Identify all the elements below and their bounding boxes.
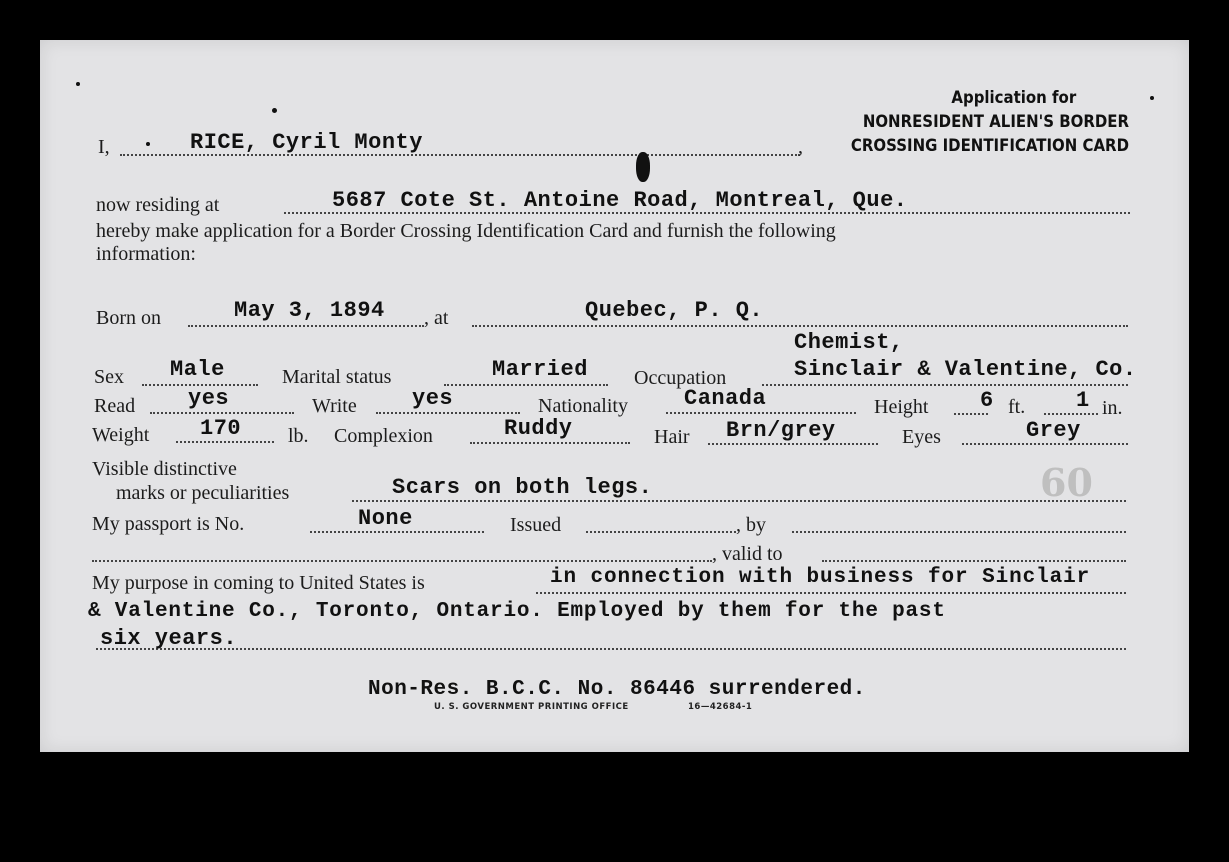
header-line-1: Application for — [951, 88, 1077, 108]
sex-value: Male — [170, 357, 225, 382]
label-passport: My passport is No. — [92, 513, 245, 535]
label-nationality: Nationality — [538, 395, 628, 417]
occupation-line — [762, 384, 1128, 386]
height-in-value: 1 — [1076, 388, 1090, 413]
label-by: , by — [736, 514, 766, 536]
label-weight: Weight — [92, 424, 150, 446]
nationality-value: Canada — [684, 386, 767, 411]
label-hereby: hereby make application for a Border Crossing Identification Card and furnish the following — [96, 220, 836, 242]
form-number: 16—42684-1 — [688, 702, 753, 712]
issued-by-line — [792, 531, 1126, 533]
purpose-value-3: six years. — [100, 626, 238, 651]
purpose-line-3 — [96, 648, 1126, 650]
passport-extra-line — [92, 560, 712, 562]
label-lb: lb. — [288, 425, 309, 447]
label-information: information: — [96, 243, 196, 265]
born-date-line — [188, 325, 424, 327]
label-now-residing: now residing at — [96, 194, 220, 216]
height-ft-line — [954, 413, 988, 415]
eyes-value: Grey — [1026, 418, 1081, 443]
purpose-line-1 — [536, 592, 1126, 594]
header-line-3: CROSSING IDENTIFICATION CARD — [850, 136, 1129, 156]
height-ft-value: 6 — [980, 388, 994, 413]
faded-stamp-number: 60 — [1040, 460, 1093, 505]
write-value: yes — [412, 386, 454, 411]
occupation-value-2: Sinclair & Valentine, Co. — [794, 357, 1137, 382]
height-in-line — [1044, 413, 1098, 415]
born-place-line — [472, 325, 1128, 327]
label-height: Height — [874, 396, 929, 418]
dust-speck — [76, 82, 80, 86]
dust-speck — [1150, 96, 1154, 100]
border-crossing-application-card — [40, 40, 1189, 752]
issued-line — [586, 531, 736, 533]
hair-value: Brn/grey — [726, 418, 836, 443]
passport-no-value: None — [358, 506, 413, 531]
marks-line — [352, 500, 1126, 502]
label-marks-peculiarities: marks or peculiarities — [116, 482, 290, 504]
nationality-line — [666, 412, 856, 414]
label-valid-to: , valid to — [712, 543, 783, 565]
label-write: Write — [312, 395, 357, 417]
hair-line — [708, 443, 878, 445]
surrender-note: Non-Res. B.C.C. No. 86446 surrendered. — [368, 678, 866, 701]
label-marital-status: Marital status — [282, 366, 392, 388]
label-hair: Hair — [654, 426, 690, 448]
applicant-name: RICE, Cyril Monty — [190, 130, 423, 155]
marital-line — [444, 384, 608, 386]
write-line — [376, 412, 520, 414]
label-eyes: Eyes — [902, 426, 941, 448]
valid-to-line — [822, 560, 1126, 562]
purpose-value-2: & Valentine Co., Toronto, Ontario. Employed by them for the past — [88, 600, 946, 623]
label-issued: Issued — [510, 514, 562, 536]
address-value: 5687 Cote St. Antoine Road, Montreal, Que. — [332, 188, 908, 213]
dust-speck — [146, 142, 150, 146]
marital-status-value: Married — [492, 357, 588, 382]
occupation-value-1: Chemist, — [794, 330, 904, 355]
label-i: I, — [98, 136, 110, 158]
complexion-value: Ruddy — [504, 416, 573, 441]
label-in: in. — [1102, 397, 1123, 419]
label-sex: Sex — [94, 366, 124, 388]
eyes-line — [962, 443, 1128, 445]
header-line-2: NONRESIDENT ALIEN'S BORDER — [862, 112, 1129, 132]
complexion-line — [470, 442, 630, 444]
weight-line — [176, 441, 274, 443]
dust-speck — [272, 108, 277, 113]
marks-value: Scars on both legs. — [392, 475, 653, 500]
weight-value: 170 — [200, 416, 242, 441]
born-place-value: Quebec, P. Q. — [585, 298, 764, 323]
label-comma: , — [798, 136, 803, 158]
form-header — [830, 86, 1129, 158]
label-occupation: Occupation — [634, 367, 727, 389]
read-value: yes — [188, 386, 230, 411]
born-date-value: May 3, 1894 — [234, 298, 385, 323]
label-born-on: Born on — [96, 307, 161, 329]
ink-blot — [636, 152, 650, 182]
label-at: , at — [424, 307, 449, 329]
printer-imprint: U. S. GOVERNMENT PRINTING OFFICE — [434, 702, 629, 712]
passport-line — [310, 531, 484, 533]
label-read: Read — [94, 395, 136, 417]
purpose-value-1: in connection with business for Sinclair — [550, 566, 1091, 589]
label-ft: ft. — [1008, 396, 1026, 418]
label-complexion: Complexion — [334, 425, 433, 447]
read-line — [150, 412, 294, 414]
label-visible-distinctive: Visible distinctive — [92, 458, 237, 480]
label-purpose: My purpose in coming to United States is — [92, 572, 425, 594]
